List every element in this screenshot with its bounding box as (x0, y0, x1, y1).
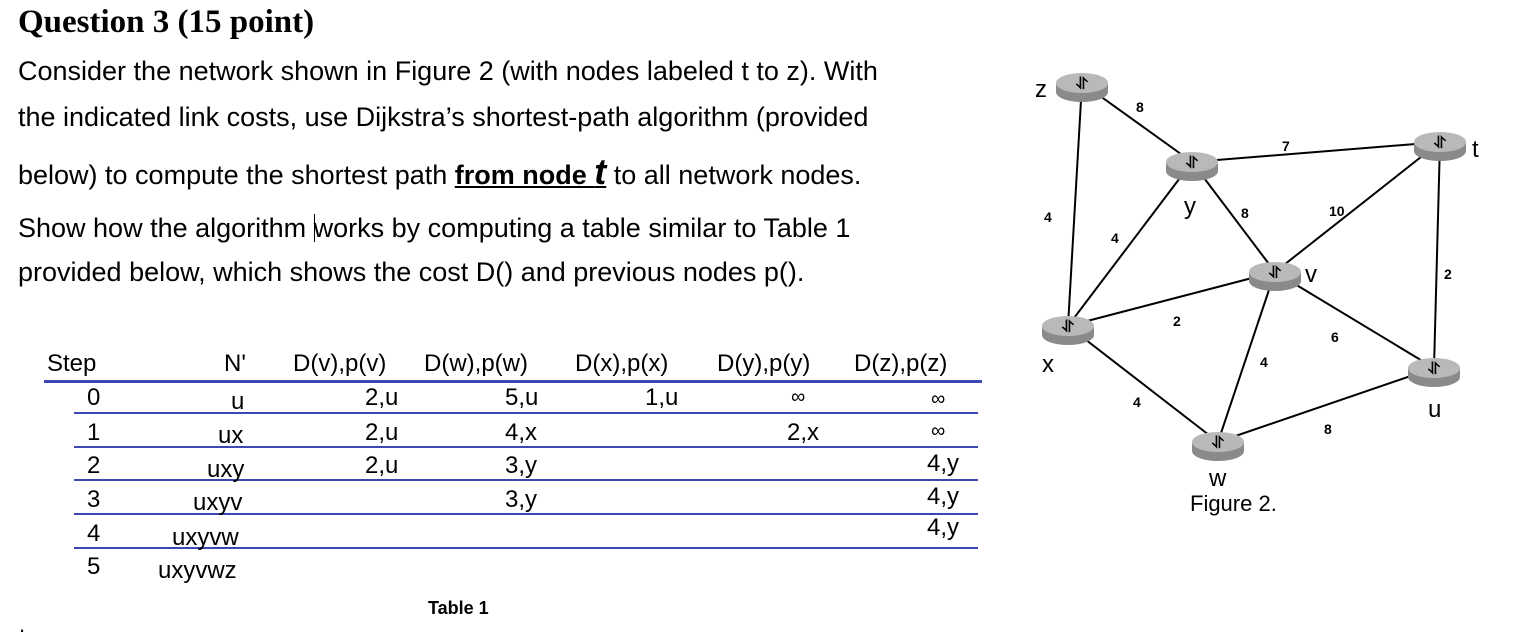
cost-label-v-w: 4 (1260, 354, 1268, 370)
router-icon (1408, 358, 1460, 387)
router-nodes (1042, 73, 1466, 461)
table-cell-step: 2 (87, 452, 101, 479)
table-cell-step: 4 (87, 520, 101, 547)
table-cell-dz: 4,y (927, 450, 960, 477)
question-line-4-end: works by computing a table similar to Table 1 (313, 213, 851, 243)
svg-text:⥯: ⥯ (1212, 433, 1224, 452)
cost-label-y-t: 7 (1282, 138, 1290, 154)
table-caption: Table 1 (428, 598, 489, 618)
source-node-t: t (594, 151, 607, 192)
cost-label-x-v: 2 (1173, 313, 1181, 329)
node-label-t: t (1472, 136, 1479, 163)
link-y-t (1192, 142, 1440, 162)
row-rule (74, 412, 978, 414)
link-y-x (1068, 162, 1192, 326)
table-cell-dy: ∞ (791, 386, 806, 408)
cost-label-y-x: 4 (1111, 230, 1119, 246)
table-cell-dx: 1,u (645, 384, 679, 411)
table-cell-step: 0 (87, 384, 101, 411)
table-cell-n: uxy (207, 456, 245, 483)
link-x-v (1068, 272, 1275, 326)
router-u (1408, 358, 1460, 387)
network-diagram (1020, 50, 1520, 530)
cost-label-z-x: 4 (1044, 209, 1052, 225)
question-line-3 (18, 151, 862, 192)
node-label-y: y (1184, 193, 1196, 220)
link-x-w (1068, 326, 1218, 442)
link-t-v (1275, 142, 1440, 272)
header-dx: D(x),p(x) (575, 350, 669, 377)
cost-label-t-v: 10 (1329, 203, 1345, 219)
router-y (1166, 152, 1218, 181)
table-cell-dw: 3,y (505, 486, 538, 513)
header-dv: D(v),p(v) (293, 350, 387, 377)
question-line-3-start: below) to compute the shortest path (18, 160, 455, 190)
cost-label-v-u: 6 (1331, 329, 1339, 345)
link-t-u (1434, 142, 1440, 368)
table-cell-dv: 2,u (365, 384, 399, 411)
svg-text:⥯: ⥯ (1428, 359, 1440, 378)
cost-label-z-y: 8 (1136, 99, 1144, 115)
question-line-4 (18, 213, 850, 244)
svg-text:⥯: ⥯ (1186, 153, 1198, 172)
table-cell-step: 3 (87, 486, 101, 513)
table-cell-dv: 2,u (365, 452, 399, 479)
header-dy: D(y),p(y) (717, 350, 811, 377)
table-cell-n: uxyvwz (158, 557, 237, 584)
router-t (1414, 132, 1466, 161)
node-label-u: u (1428, 396, 1442, 423)
question-line-5: provided below, which shows the cost D() and previous nodes p(). (18, 257, 805, 287)
network-links (1068, 83, 1440, 442)
svg-text:⥯: ⥯ (1076, 74, 1088, 93)
source-node-emphasis (454, 151, 607, 192)
table-cell-dz: ∞ (931, 420, 946, 442)
svg-text:⥯: ⥯ (1269, 263, 1281, 282)
router-v (1249, 262, 1301, 291)
table-cell-dw: 3,y (505, 452, 538, 479)
table-cell-dw: 5,u (505, 384, 539, 411)
question-line-3-end: to all network nodes. (606, 160, 862, 190)
header-dz: D(z),p(z) (854, 350, 948, 377)
link-z-x (1068, 83, 1082, 326)
table-cell-step: 5 (87, 553, 101, 580)
cost-label-y-v: 8 (1241, 205, 1249, 221)
table-cell-n: u (231, 388, 245, 415)
router-x (1042, 316, 1094, 345)
router-w (1192, 432, 1244, 461)
source-node-phrase: from node (454, 160, 595, 190)
table-cell-dz: ∞ (931, 388, 946, 410)
table-cell-n: ux (218, 422, 244, 449)
router-icon (1166, 152, 1218, 181)
table-cell-dy: 2,x (787, 419, 820, 446)
table-cell-n: uxyv (193, 489, 243, 516)
node-label-x: x (1042, 351, 1054, 378)
svg-text:⥯: ⥯ (1062, 317, 1074, 336)
header-n-prime: N' (224, 350, 246, 377)
question-line-1: Consider the network shown in Figure 2 (with nodes labeled t to z). With (18, 56, 878, 86)
svg-text:⥯: ⥯ (1434, 133, 1446, 152)
header-dw: D(w),p(w) (424, 350, 528, 377)
link-costs (1044, 99, 1452, 437)
figure-caption: Figure 2. (1190, 491, 1277, 516)
table-cell-step: 1 (87, 419, 101, 446)
header-rule (44, 380, 982, 383)
router-z (1056, 73, 1108, 102)
router-icon (1042, 316, 1094, 345)
table-cell-n: uxyvw (172, 524, 239, 551)
node-label-z: z (1035, 76, 1047, 103)
router-icon (1056, 73, 1108, 102)
table-cell-dz: 4,y (927, 483, 960, 510)
question-line-2: the indicated link costs, use Dijkstra’s shortest-path algorithm (provided (18, 102, 869, 132)
stray-period: . (19, 612, 26, 637)
table-cell-dz: 4,y (927, 514, 960, 541)
cost-label-x-w: 4 (1133, 394, 1141, 410)
question-line-4-start: Show how the algorithm (18, 213, 314, 243)
router-icon (1192, 432, 1244, 461)
node-label-v: v (1305, 261, 1317, 288)
cost-label-t-u: 2 (1444, 266, 1452, 282)
node-label-w: w (1209, 465, 1227, 492)
cost-label-w-u: 8 (1324, 421, 1332, 437)
header-step: Step (47, 350, 97, 377)
router-icon (1249, 262, 1301, 291)
link-v-u (1275, 272, 1434, 368)
table-cell-dw: 4,x (505, 419, 538, 446)
table-cell-dv: 2,u (365, 419, 399, 446)
question-title: Question 3 (15 point) (18, 4, 315, 40)
router-icon (1414, 132, 1466, 161)
